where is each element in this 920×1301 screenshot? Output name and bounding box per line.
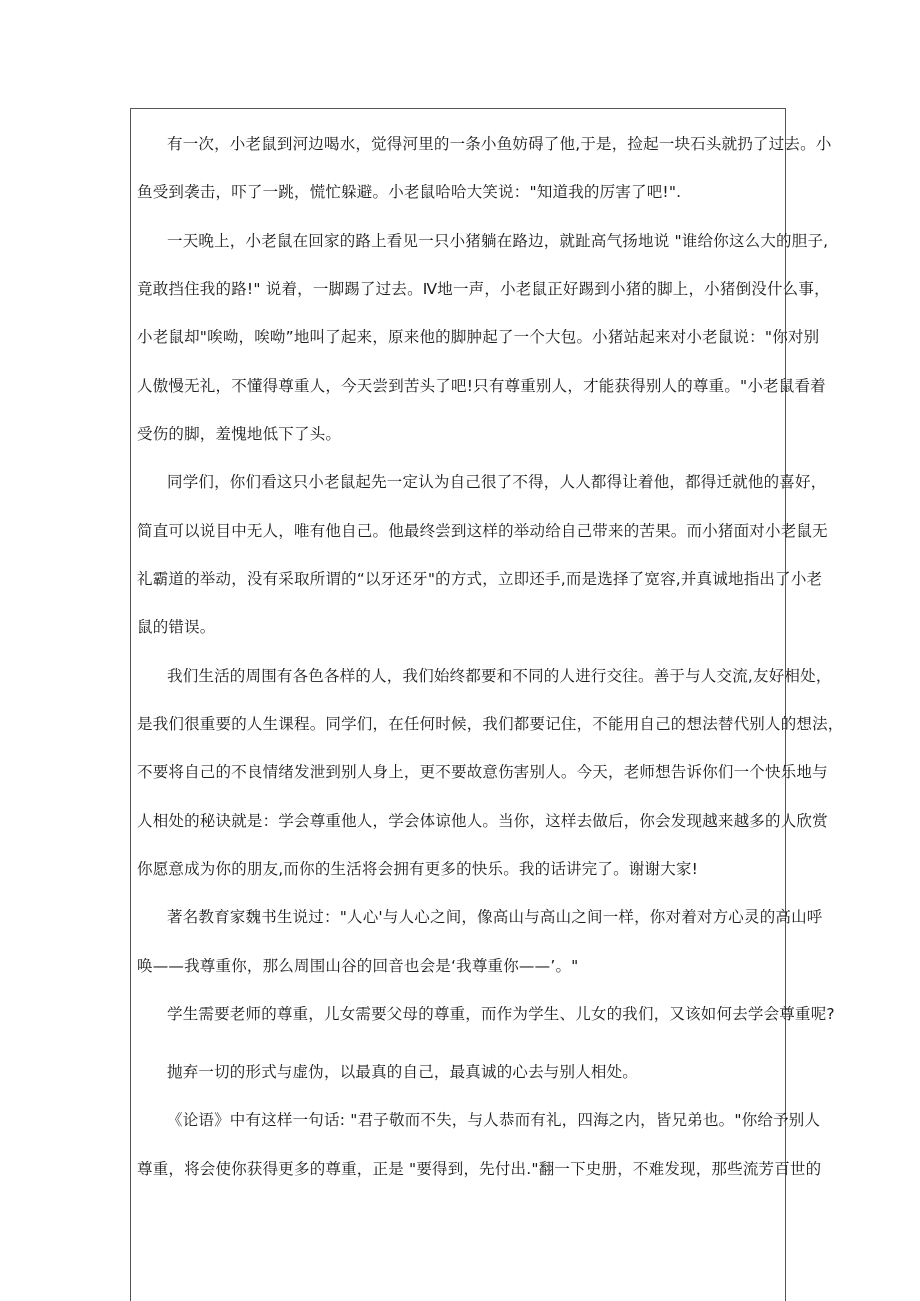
text-line: 鼠的错误。 [137,618,216,636]
text-line: 学生需要老师的尊重，儿女需要父母的尊重，而作为学生、儿女的我们，又该如何去学会尊重呢? [167,1005,835,1023]
text-line: 人傲慢无礼，不懂得尊重人，今天尝到苦头了吧!只有尊重别人，才能获得别人的尊重。"小老鼠看着 [137,377,826,395]
text-line: 简直可以说目中无人，唯有他自己。他最终尝到这样的举动给自己带来的苦果。而小猪面对小老鼠无 [137,522,828,540]
text-line: 有一次，小老鼠到河边喝水，觉得河里的一条小鱼妨碍了他,于是，捡起一块石头就扔了过去。小 [167,135,832,153]
text-line: 《论语》中有这样一句话: "君子敬而不失，与人恭而有礼，四海之内，皆兄弟也。"你给予别人 [167,1111,821,1129]
text-line: 小老鼠却"唉呦，唉呦”地叫了起来，原来他的脚肿起了一个大包。小猪站起来对小老鼠说："你对别 [137,328,820,346]
text-line: 著名教育家魏书生说过："人心'与人心之间，像高山与高山之间一样，你对着对方心灵的高山呼 [167,908,823,926]
text-line: 人相处的秘诀就是：学会尊重他人，学会体谅他人。当你，这样去做后，你会发现越来越多的人欣赏 [137,812,828,830]
text-line: 我们生活的周围有各色各样的人，我们始终都要和不同的人进行交往。善于与人交流,友好相处， [167,667,832,685]
text-line: 礼霸道的举动，没有采取所谓的“以牙还牙"的方式，立即还手,而是选择了宽容,并真诚地指出了小老 [137,570,823,588]
text-line: 不要将自己的不良情绪发泄到别人身上，更不要故意伤害别人。今天，老师想告诉你们一个快乐地与 [137,763,828,781]
text-line: 鱼受到袭击，吓了一跳，慌忙躲避。小老鼠哈哈大笑说："知道我的厉害了吧!". [137,183,682,201]
text-line: 你愿意成为你的朋友,而你的生活将会拥有更多的快乐。我的话讲完了。谢谢大家! [137,860,699,878]
text-line: 一天晚上，小老鼠在回家的路上看见一只小猪躺在路边，就趾高气扬地说 "谁给你这么大的胆子, [167,232,829,250]
text-line: 同学们，你们看这只小老鼠起先一定认为自己很了不得，人人都得让着他，都得迁就他的喜好， [167,473,827,491]
text-line: 尊重，将会使你获得更多的尊重，正是 "要得到，先付出."翻一下史册，不难发现，那些流芳百世的 [137,1160,822,1178]
text-line: 唤——我尊重你，那么周围山谷的回音也会是‘我尊重你——’。" [137,957,579,975]
text-line: 受伤的脚，羞愧地低下了头。 [137,425,342,443]
text-line: 抛弃一切的形式与虚伪，以最真的自己，最真诚的心去与别人相处。 [167,1063,639,1081]
text-line: 竟敢挡住我的路!" 说着，一脚踢了过去。Ⅳ地一声，小老鼠正好踢到小猪的脚上，小猪倒没什么事， [137,280,830,298]
text-line: 是我们很重要的人生课程。同学们，在任何时候，我们都要记住，不能用自己的想法替代别人的想法， [137,715,844,733]
